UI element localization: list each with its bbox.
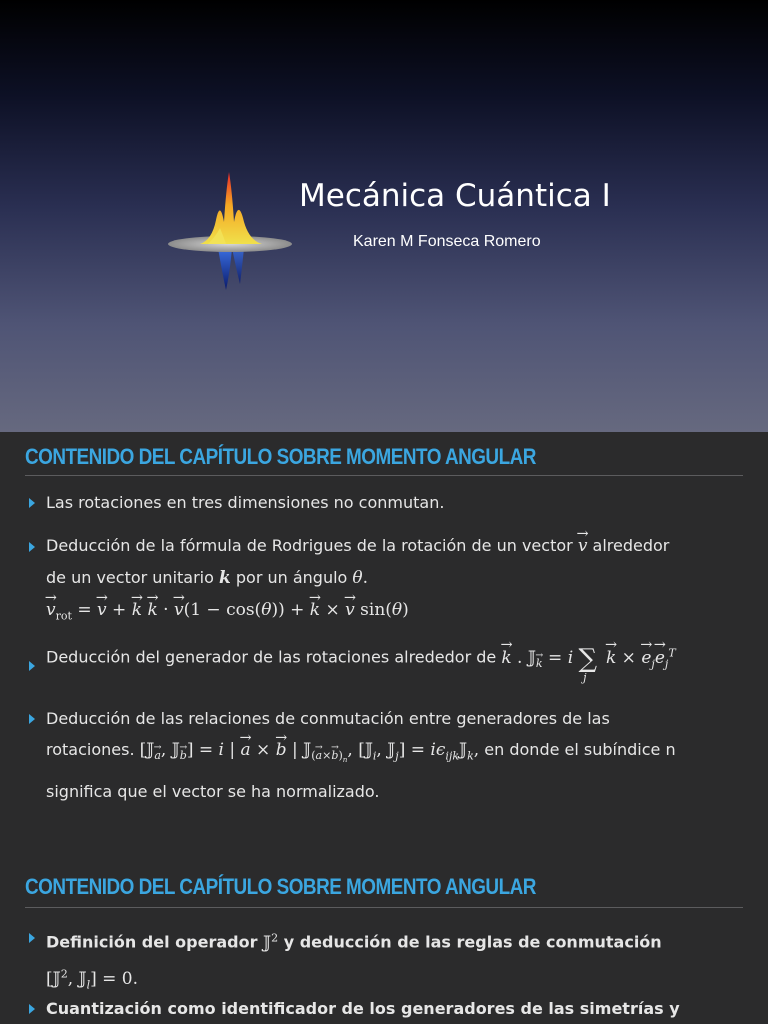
bullet-text: Deducción de la fórmula de Rodrigues de la rotación de un vector [46,536,573,555]
wavefunction-logo [160,160,300,300]
bullet-text: Las rotaciones en tres dimensiones no conmutan. [46,493,445,512]
commutation-equation: [𝕁→ $_a$, 𝕁→ $_b$] = i | → a × → b | 𝕁$_{(\to a\times\to b)_n}$, [𝕁$_i$, 𝕁$_j$] = $i\epsilon_{ijk}𝕁_k$, [140,740,480,760]
rodrigues-equation: → $v_{rot}$ = → v + → k → k · → v(1 − cos(θ)) + → k × → v sin(θ) [46,600,409,620]
bullet-icon [29,542,35,552]
j-squared-commutator: [𝕁$^2$, 𝕁$_l$] = 0. [46,967,139,992]
content-slide-1 [0,432,768,864]
bullet-text: Deducción de las relaciones de conmutación entre generadores de las [46,709,610,728]
bullet-rotation-generator [46,637,746,685]
bullet-text: rotaciones. [46,740,135,759]
author-name: Karen M Fonseca Romero [353,233,541,250]
bullet-icon [29,714,35,724]
bullet-text: significa que el vector se ha normalizado. [46,781,380,801]
bullet-j-squared-definition [46,922,746,1001]
bullet-text: y deducción de las reglas de conmutación [283,932,662,952]
generator-equation: → k . 𝕁→ $_k$ = i $\sum_j \to k$ × → $e_j\to e_j^T$ [501,648,675,668]
slide-heading: CONTENIDO DEL CAPÍTULO SOBRE MOMENTO ANGULAR [25,444,536,469]
presentation-title: Mecánica Cuántica I [299,178,611,214]
title-slide [0,0,768,432]
bullet-text: Deducción del generador de las rotaciones alrededor de [46,647,497,667]
bullet-text: por un ángulo [235,568,348,587]
j-squared-symbol: 𝕁$^2$ [263,931,279,953]
bullet-quantization [46,993,746,1024]
bullet-noncommuting-rotations [46,487,746,518]
bullet-text: en donde el subíndice n [484,740,676,759]
slide-heading: CONTENIDO DEL CAPÍTULO SOBRE MOMENTO ANGULAR [25,874,536,899]
content-slide-2 [0,864,768,1024]
bullet-icon [29,498,35,508]
heading-divider [25,475,743,476]
bullet-text: alrededor [592,536,670,555]
bullet-rodrigues-formula [46,530,746,631]
bullet-text: Definición del operador [46,932,258,952]
heading-divider [25,907,743,908]
theta-symbol: θ. [352,568,369,588]
bullet-text: Cuantización como identificador de los generadores de las simetrías y [46,999,680,1018]
bullet-icon [29,1004,35,1014]
bullet-icon [29,933,35,943]
bullet-icon [29,661,35,671]
bullet-text: de un vector unitario [46,568,214,587]
bullet-commutation-relations [46,703,746,807]
vector-v-symbol: → v [578,536,588,556]
vector-k-symbol: k [219,568,231,588]
